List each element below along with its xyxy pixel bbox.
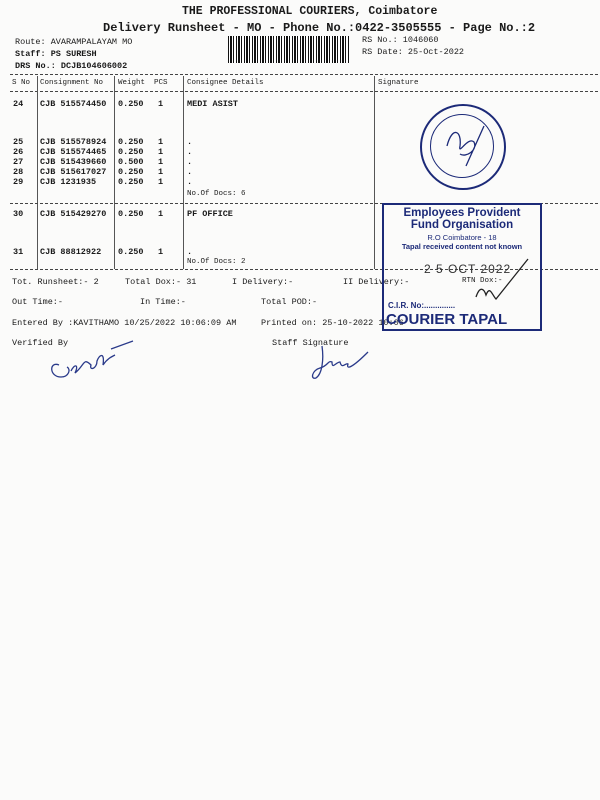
cell-cn: CJB 88812922 xyxy=(40,247,102,257)
receiver-signature xyxy=(474,255,534,305)
cell-sno: 28 xyxy=(13,167,24,177)
cell-pcs: 1 xyxy=(158,147,164,157)
cell-weight: 0.250 xyxy=(118,209,144,219)
cell-details: . xyxy=(187,177,193,187)
epf-cir: C.I.R. No:.............. xyxy=(388,301,456,310)
entered-by: Entered By :KAVITHAMO 10/25/2022 10:06:09 AM xyxy=(12,318,237,328)
column-line xyxy=(114,76,115,269)
cell-weight: 0.250 xyxy=(118,247,144,257)
cell-weight: 0.250 xyxy=(118,99,144,109)
cell-cn: CJB 515578924 xyxy=(40,137,107,147)
rs-date: RS Date: 25-Oct-2022 xyxy=(362,47,465,57)
cell-sno: 26 xyxy=(13,147,24,157)
cell-weight: 0.250 xyxy=(118,147,144,157)
staff-signature-label: Staff Signature xyxy=(272,338,349,348)
cell-pcs: 1 xyxy=(158,247,164,257)
cell-pcs: 1 xyxy=(158,99,164,109)
epf-footer: COURIER TAPAL xyxy=(386,311,508,328)
staff: Staff: PS SURESH xyxy=(15,49,97,59)
cell-sno: 27 xyxy=(13,157,24,167)
col-signature: Signature xyxy=(378,79,419,87)
total-dox: Total Dox:- 31 xyxy=(125,277,197,287)
ii-delivery: II Delivery:- xyxy=(343,277,410,287)
verified-by: Verified By xyxy=(12,338,69,348)
staff-signature xyxy=(310,340,370,385)
medi-assist-seal xyxy=(420,104,506,190)
cell-sno: 31 xyxy=(13,247,24,257)
epf-stamp xyxy=(382,203,542,331)
total-pod: Total POD:- xyxy=(261,297,318,307)
cell-cn: CJB 515429270 xyxy=(40,209,107,219)
company-name: THE PROFESSIONAL COURIERS, Coimbatore xyxy=(182,5,438,18)
cell-sno: 29 xyxy=(13,177,24,187)
route: Route: AVARAMPALAYAM MO xyxy=(15,37,133,47)
tot-runsheet: Tot. Runsheet:- 2 xyxy=(12,277,99,287)
cell-details: . xyxy=(187,147,193,157)
cell-details: PF OFFICE xyxy=(187,209,233,219)
verifier-signature xyxy=(45,335,135,385)
cell-pcs: 1 xyxy=(158,177,164,187)
column-line xyxy=(37,76,38,269)
cell-weight: 0.250 xyxy=(118,177,144,187)
epf-line3: R.O Coimbatore - 18 xyxy=(427,233,497,242)
cell-sno: 24 xyxy=(13,99,24,109)
cell-details: MEDI ASIST xyxy=(187,99,239,109)
cell-cn: CJB 515574450 xyxy=(40,99,107,109)
cell-sno: 25 xyxy=(13,137,24,147)
docs-count: No.Of Docs: 2 xyxy=(187,258,246,266)
cell-weight: 0.500 xyxy=(118,157,144,167)
i-delivery: I Delivery:- xyxy=(232,277,294,287)
epf-line1: Employees Provident xyxy=(403,207,521,219)
runsheet-subtitle: Delivery Runsheet - MO - Phone No.:0422-3505555 - Page No.:2 xyxy=(103,21,536,35)
cell-details: . xyxy=(187,157,193,167)
cell-cn: CJB 515617027 xyxy=(40,167,107,177)
divider xyxy=(10,91,598,92)
docs-count: No.Of Docs: 6 xyxy=(187,190,246,198)
out-time: Out Time:- xyxy=(12,297,64,307)
cell-weight: 0.250 xyxy=(118,137,144,147)
cell-details: . xyxy=(187,137,193,147)
cell-cn: CJB 1231935 xyxy=(40,177,97,187)
cell-details: . xyxy=(187,167,193,177)
in-time: In Time:- xyxy=(140,297,186,307)
cell-pcs: 1 xyxy=(158,209,164,219)
column-line xyxy=(183,76,184,269)
cell-pcs: 1 xyxy=(158,157,164,167)
column-line xyxy=(374,76,375,269)
col-weight: Weight xyxy=(118,79,146,87)
col-consignee: Consignee Details xyxy=(187,79,264,87)
cell-pcs: 1 xyxy=(158,167,164,177)
cell-weight: 0.250 xyxy=(118,167,144,177)
rtn-dox: RTN Dox:- xyxy=(462,277,503,285)
cell-sno: 30 xyxy=(13,209,24,219)
col-pcs: PCS xyxy=(154,79,168,87)
col-sno: S No xyxy=(12,79,31,87)
rs-number: RS No.: 1046060 xyxy=(362,35,439,45)
cell-cn: CJB 515439660 xyxy=(40,157,107,167)
drs-number: DRS No.: DCJB104606002 xyxy=(15,61,128,71)
epf-date: 2 5 OCT 2022 xyxy=(424,262,512,276)
cell-pcs: 1 xyxy=(158,137,164,147)
col-consignment: Consignment No xyxy=(40,79,104,87)
epf-line4: Tapal received content not known xyxy=(401,242,523,251)
seal-signature xyxy=(422,106,504,188)
cell-cn: CJB 515574465 xyxy=(40,147,107,157)
divider xyxy=(10,74,598,75)
barcode xyxy=(228,36,350,63)
epf-line2: Fund Organisation xyxy=(410,219,514,231)
cell-details: . xyxy=(187,247,193,257)
printed-on: Printed on: 25-10-2022 10:06 xyxy=(261,318,404,328)
